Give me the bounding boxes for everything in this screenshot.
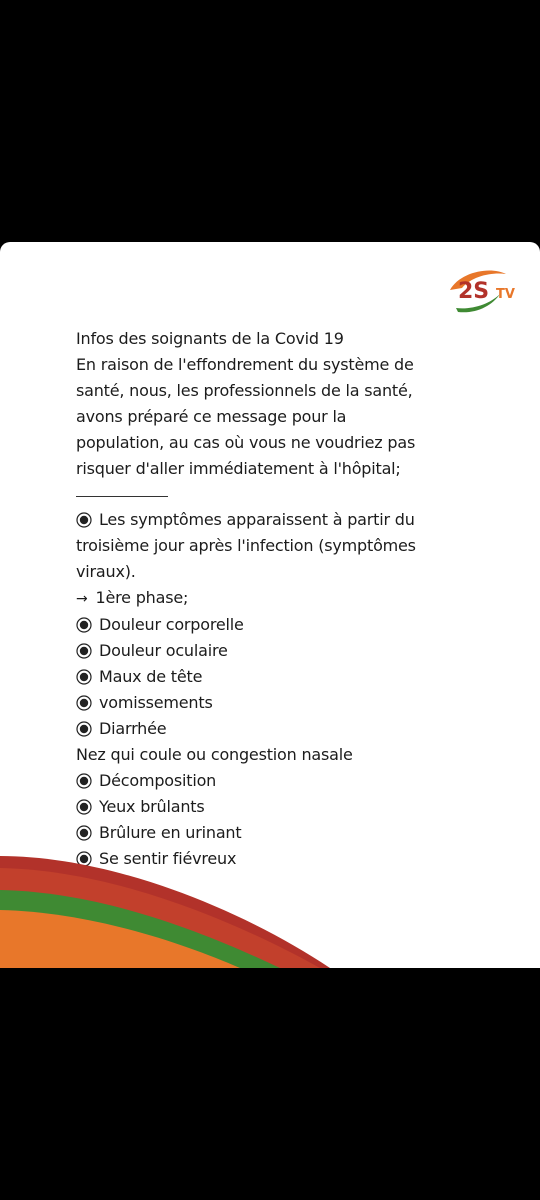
list-item bbox=[76, 507, 526, 533]
logo-mark: 2S bbox=[458, 279, 490, 304]
intro-line: En raison de l'effondrement du système de bbox=[76, 355, 414, 374]
list-item-text: Diarrhée bbox=[99, 719, 167, 738]
message-body bbox=[76, 326, 526, 872]
intro-line: population, au cas où vous ne voudriez pas bbox=[76, 433, 416, 452]
intro-title: Infos des soignants de la Covid 19 bbox=[76, 329, 344, 348]
list-item-text: Douleur oculaire bbox=[99, 641, 228, 660]
2stv-logo bbox=[446, 264, 528, 316]
intro-line: santé, nous, les professionnels de la santé, bbox=[76, 381, 413, 400]
list-item-text: Douleur corporelle bbox=[99, 615, 244, 634]
list-item-continuation: viraux). bbox=[76, 562, 136, 581]
list-item bbox=[76, 716, 526, 742]
radio-bullet-icon bbox=[76, 643, 92, 659]
list-item bbox=[76, 638, 526, 664]
separator-line bbox=[76, 496, 168, 497]
list-item bbox=[76, 794, 526, 820]
radio-bullet-icon bbox=[76, 512, 92, 528]
list-item-text: vomissements bbox=[99, 693, 213, 712]
radio-bullet-icon bbox=[76, 799, 92, 815]
list-item-continuation: troisième jour après l'infection (symptômes bbox=[76, 536, 416, 555]
list-item-text: Yeux brûlants bbox=[99, 797, 205, 816]
list-item bbox=[76, 664, 526, 690]
list-item-text: Maux de tête bbox=[99, 667, 203, 686]
logo-suffix: TV bbox=[496, 287, 515, 302]
decorative-wave bbox=[0, 838, 540, 968]
plain-line: Nez qui coule ou congestion nasale bbox=[76, 745, 353, 764]
intro-line: risquer d'aller immédiatement à l'hôpital; bbox=[76, 459, 401, 478]
radio-bullet-icon bbox=[76, 695, 92, 711]
intro-line: avons préparé ce message pour la bbox=[76, 407, 347, 426]
list-item-text: Décomposition bbox=[99, 771, 217, 790]
list-item-text: Les symptômes apparaissent à partir du bbox=[99, 510, 415, 529]
phase-label: 1ère phase; bbox=[95, 588, 189, 607]
message-card bbox=[0, 242, 540, 968]
phase-heading bbox=[76, 585, 526, 612]
list-item bbox=[76, 768, 526, 794]
radio-bullet-icon bbox=[76, 721, 92, 737]
arrow-right-icon: → bbox=[76, 591, 88, 607]
list-item bbox=[76, 690, 526, 716]
radio-bullet-icon bbox=[76, 773, 92, 789]
radio-bullet-icon bbox=[76, 669, 92, 685]
radio-bullet-icon bbox=[76, 617, 92, 633]
list-item-text: Brûlure en urinant bbox=[99, 823, 242, 842]
list-item-text: Se sentir fiévreux bbox=[99, 849, 237, 868]
list-item bbox=[76, 612, 526, 638]
